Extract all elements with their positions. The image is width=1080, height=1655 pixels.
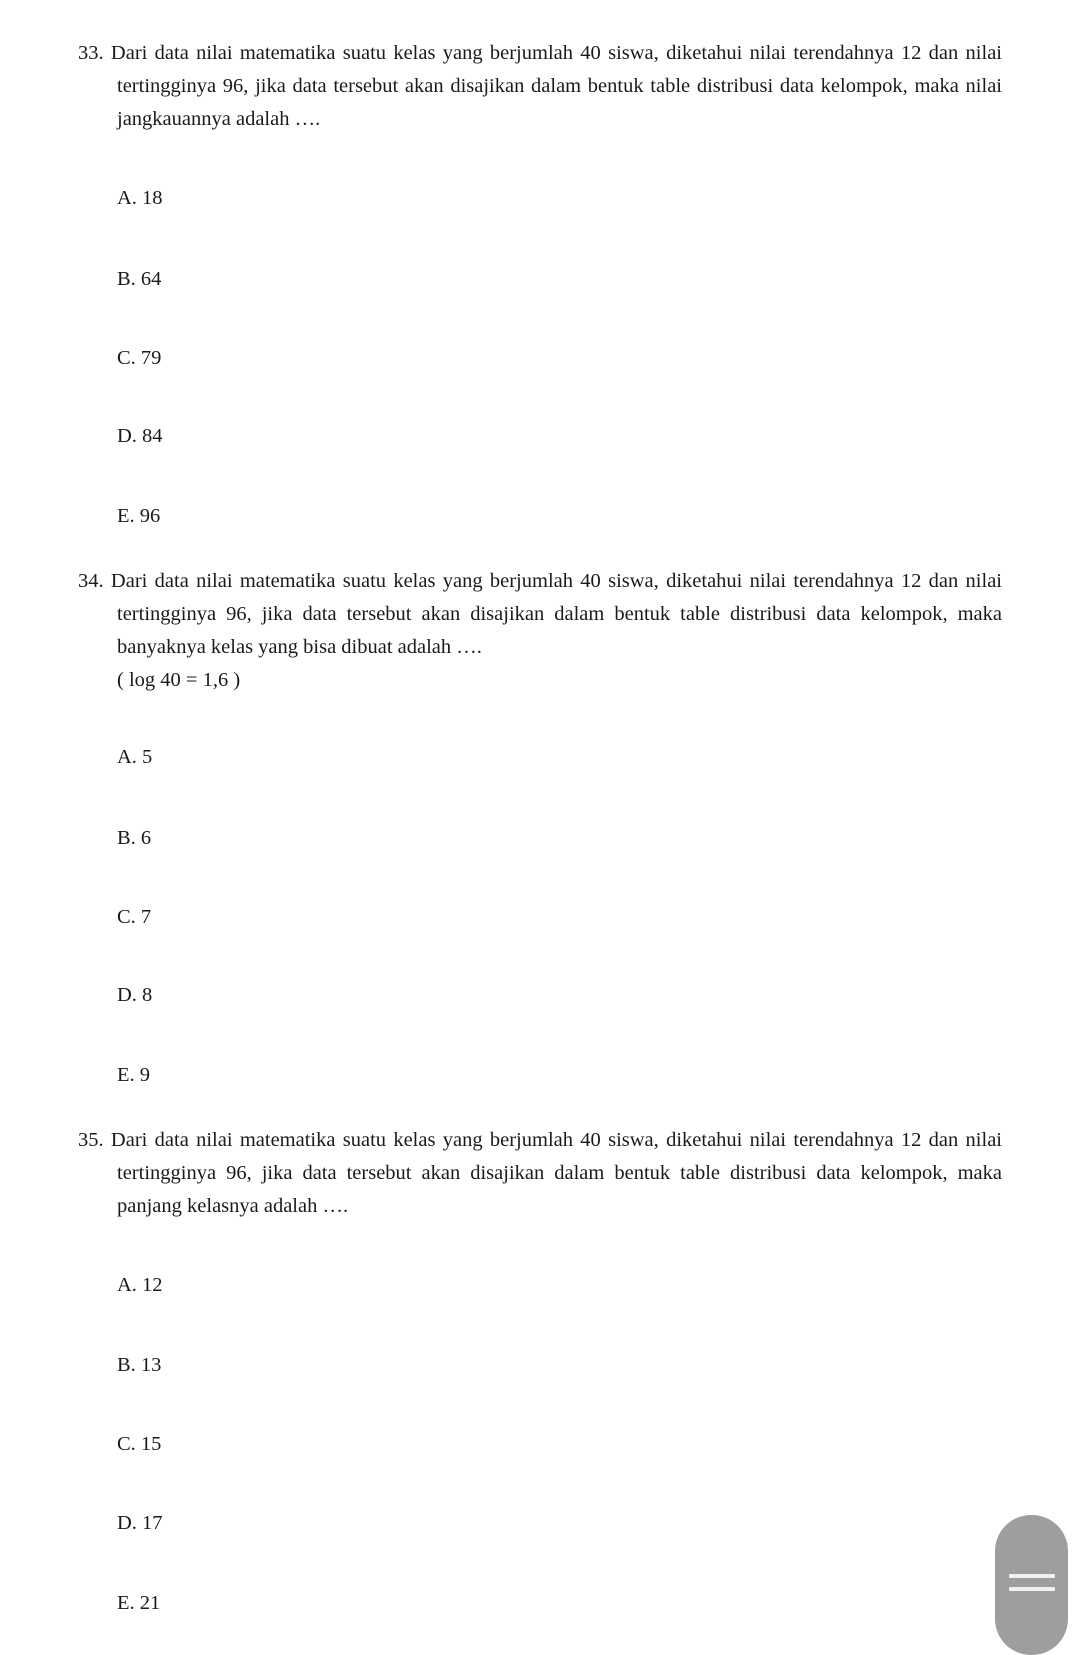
question-34-option-e: E. 9 [117, 1064, 151, 1086]
question-34-option-d: D. 8 [117, 984, 153, 1006]
question-35-option-b: B. 13 [117, 1354, 162, 1376]
question-33-option-e: E. 96 [117, 505, 161, 527]
question-34-line-2: tertingginya 96, jika data tersebut akan disajikan dalam bentuk table distribusi data kelompok, maka [117, 603, 1002, 625]
question-34-line-3: banyaknya kelas yang bisa dibuat adalah …. [117, 636, 482, 658]
question-33 [78, 37, 1002, 136]
question-33-option-c: C. 79 [117, 347, 162, 369]
question-33-line-1: 33. Dari data nilai matematika suatu kelas yang berjumlah 40 siswa, diketahui nilai terendahnya 12 dan nilai [78, 42, 1002, 64]
question-33-line-3: jangkauannya adalah …. [117, 108, 321, 130]
question-35-line-3: panjang kelasnya adalah …. [117, 1195, 349, 1217]
question-34 [78, 565, 1002, 697]
question-35-option-d: D. 17 [117, 1512, 163, 1534]
question-34-option-c: C. 7 [117, 906, 152, 928]
question-35 [78, 1124, 1002, 1223]
question-33-line-2: tertingginya 96, jika data tersebut akan disajikan dalam bentuk table distribusi data kelompok, maka nilai [117, 75, 1002, 97]
question-33-option-a: A. 18 [117, 187, 163, 209]
question-34-option-b: B. 6 [117, 827, 152, 849]
question-34-option-a: A. 5 [117, 746, 153, 768]
question-33-option-b: B. 64 [117, 268, 162, 290]
question-35-option-c: C. 15 [117, 1433, 162, 1455]
question-35-line-2: tertingginya 96, jika data tersebut akan disajikan dalam bentuk table distribusi data kelompok, maka [117, 1162, 1002, 1184]
question-35-option-e: E. 21 [117, 1592, 161, 1614]
question-34-line-4: ( log 40 = 1,6 ) [117, 669, 241, 691]
question-34-line-1: 34. Dari data nilai matematika suatu kelas yang berjumlah 40 siswa, diketahui nilai terendahnya 12 dan nilai [78, 570, 1002, 592]
question-35-option-a: A. 12 [117, 1274, 163, 1296]
question-33-option-d: D. 84 [117, 425, 163, 447]
floating-menu-button[interactable] [995, 1515, 1068, 1655]
question-35-line-1: 35. Dari data nilai matematika suatu kelas yang berjumlah 40 siswa, diketahui nilai terendahnya 12 dan nilai [78, 1129, 1002, 1151]
